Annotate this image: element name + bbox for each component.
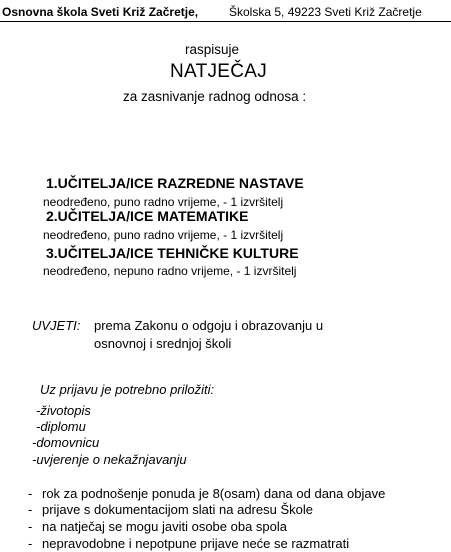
conditions-text: osnovnoj i srednjoj školi xyxy=(94,336,232,351)
announcement-title: NATJEČAJ xyxy=(170,61,268,82)
note-text: rok za podnošenje ponuda je 8(osam) dana od dana objave xyxy=(42,486,386,501)
required-document: -uvjerenje o nekažnjavanju xyxy=(32,452,187,467)
position-description: neodređeno, puno radno vrijeme, - 1 izvršitelj xyxy=(43,228,284,242)
note-text: na natječaj se mogu javiti osobe oba spola xyxy=(42,519,287,534)
school-name: Osnovna škola Sveti Križ Začretje, xyxy=(2,5,199,19)
position-description: neodređeno, nepuno radno vrijeme, - 1 izvršitelj xyxy=(43,264,297,278)
conditions-label: UVJETI: xyxy=(32,318,81,333)
position-title: 2.UČITELJA/ICE MATEMATIKE xyxy=(46,208,249,224)
bullet-dash: - xyxy=(28,536,33,551)
note-text: nepravodobne i nepotpune prijave neće se razmatrati xyxy=(42,536,350,551)
position-description: neodređeno, puno radno vrijeme, - 1 izvršitelj xyxy=(43,195,284,209)
letterhead xyxy=(0,6,451,22)
conditions-text: prema Zakonu o odgoju i obrazovanju u xyxy=(94,318,324,333)
announcement-intro: raspisuje xyxy=(185,42,240,57)
bullet-dash: - xyxy=(28,486,33,501)
announcement-subtitle: za zasnivanje radnog odnosa : xyxy=(123,89,307,104)
school-address: Školska 5, 49223 Sveti Križ Začretje xyxy=(229,5,422,19)
required-document: -životopis xyxy=(36,403,91,418)
position-title: 1.UČITELJA/ICE RAZREDNE NASTAVE xyxy=(46,175,304,191)
note-text: prijave s dokumentacijom slati na adresu Škole xyxy=(42,502,313,517)
bullet-dash: - xyxy=(28,519,33,534)
position-title: 3.UČITELJA/ICE TEHNIČKE KULTURE xyxy=(46,245,299,261)
bullet-dash: - xyxy=(28,502,33,517)
required-document: -diplomu xyxy=(36,419,86,434)
required-document: -domovnicu xyxy=(32,435,100,450)
application-intro: Uz prijavu je potrebno priložiti: xyxy=(40,382,215,397)
